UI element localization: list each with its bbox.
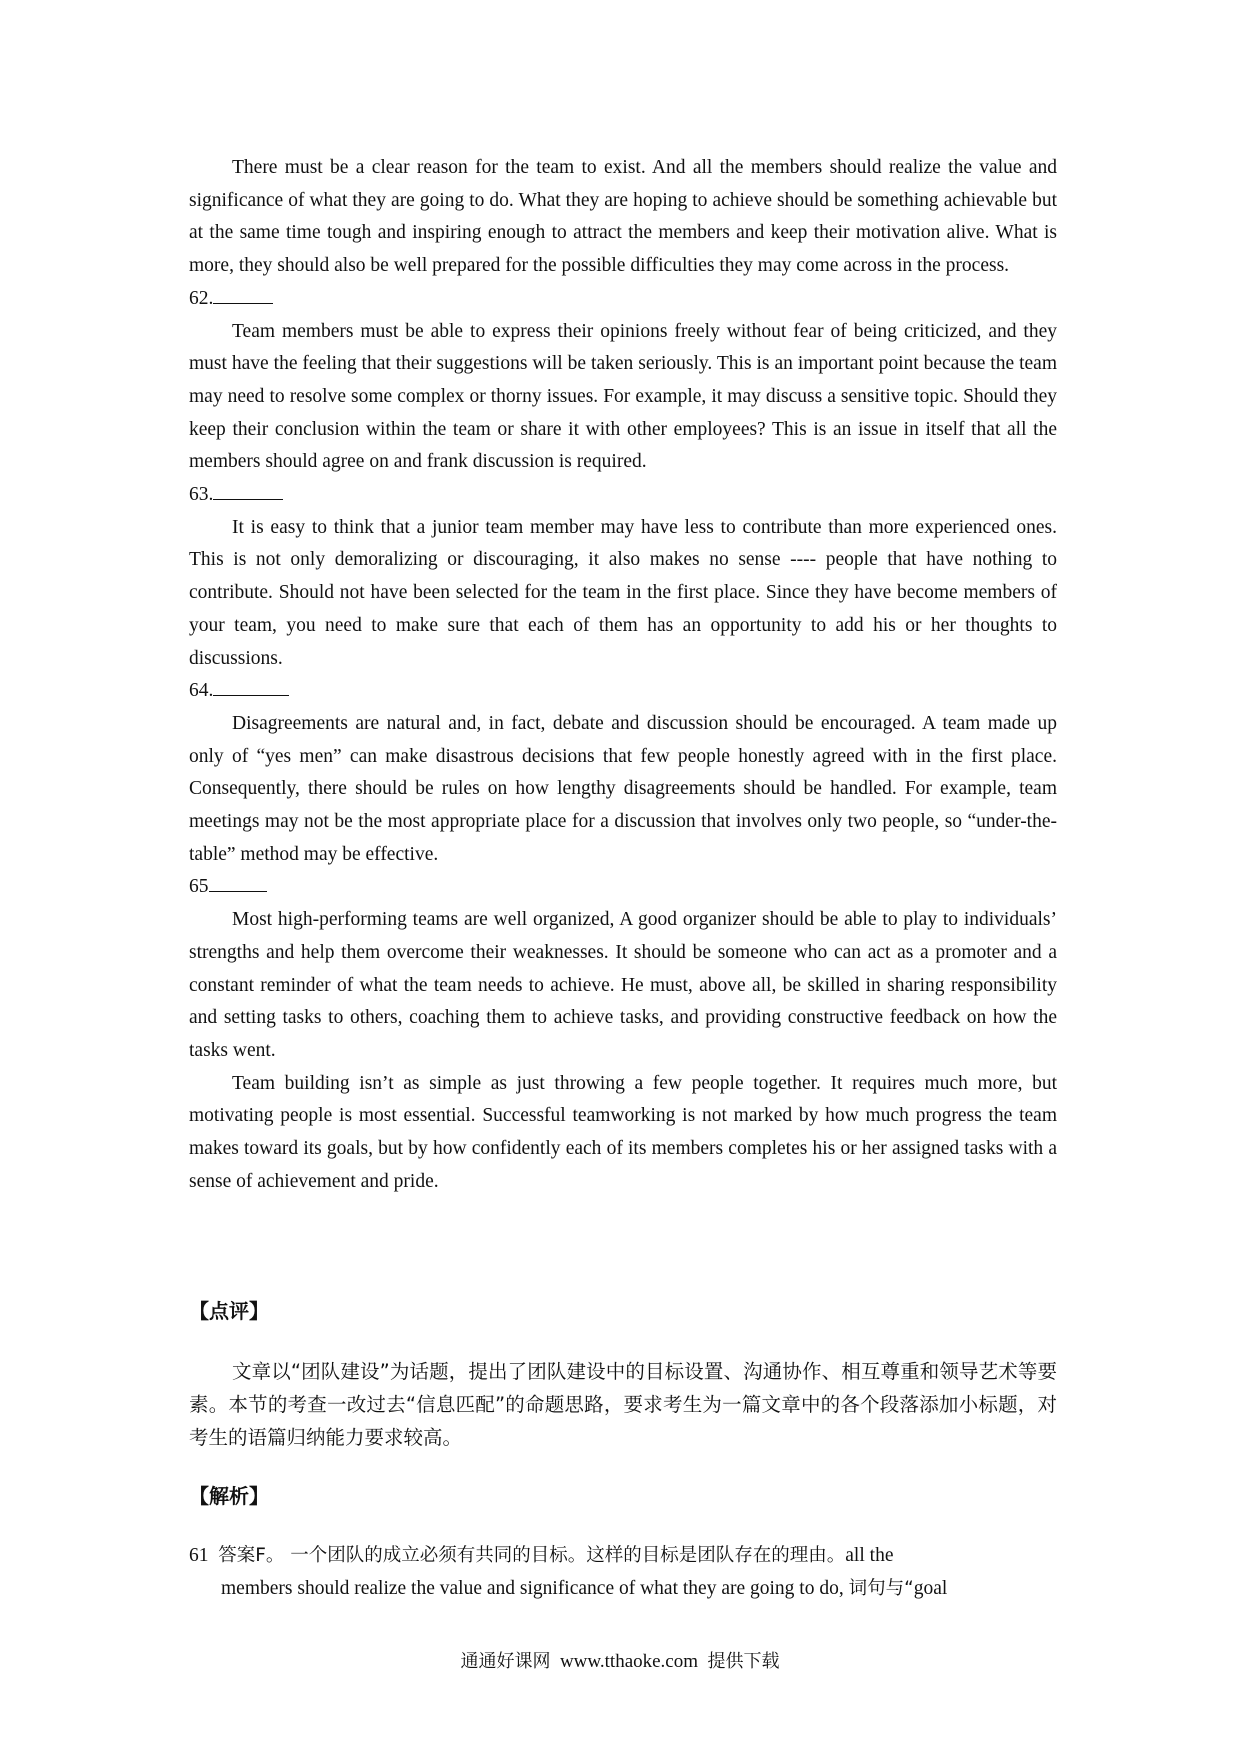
paragraph-63: It is easy to think that a junior team member may have less to contribute than more experienced ones. This is not only demoralizing or discouraging, it also makes no sense ---- people that have nothing to contribute. Should not have been selected for the team in the first place. Since they have become members of your team, you need to make sure that each of them has an opportunity to add his or her thoughts to discussions. bbox=[189, 516, 1057, 669]
analysis-quote-en-3: goal bbox=[913, 1577, 948, 1599]
blank-63 bbox=[189, 479, 1057, 512]
page-footer bbox=[0, 1648, 1240, 1676]
blank-64 bbox=[189, 675, 1057, 708]
footer-site-name: 通通好课网 bbox=[460, 1651, 551, 1672]
analysis-quote-en: all the bbox=[845, 1545, 894, 1566]
paragraph-conclusion: Team building isn’t as simple as just throwing a few people together. It requires much more, but motivating people is most essential. Successful teamworking is not marked by how much progress the team makes toward its goals, but by how confidently each of its members completes his or her assigned tasks with a sense of achievement and pride. bbox=[189, 1072, 1057, 1192]
blank-line bbox=[213, 675, 289, 696]
blank-number: 63. bbox=[189, 484, 214, 506]
blank-line bbox=[213, 479, 283, 500]
footer-url: www.tthaoke.com bbox=[559, 1651, 699, 1672]
paragraph-61: There must be a clear reason for the team to exist. And all the members should realize the value and significance of what they are going to do. What they are hoping to achieve should be something achievable but at the same time tough and inspiring enough to attract the members and keep their motivation alive. What is more, they should also be well prepared for the possible difficulties they may come across in the process. bbox=[189, 157, 1057, 277]
analysis-cn-2: 词句与“ bbox=[848, 1577, 914, 1599]
blank-line bbox=[209, 871, 267, 892]
analysis-answer-cn: 答案F。 一个团队的成立必须有共同的目标。这样的目标是团队存在的理由。 bbox=[218, 1545, 846, 1566]
blank-number: 64. bbox=[189, 680, 214, 702]
blank-62 bbox=[189, 283, 1057, 316]
blank-65 bbox=[189, 871, 1057, 904]
paragraph-62: Team members must be able to express their opinions freely without fear of being criticized, and they must have the feeling that their suggestions will be taken seriously. This is an important point because the team may need to resolve some complex or thorny issues. For example, it may discuss a sensitive topic. Should they keep their conclusion within the team or share it with other employees? This is an issue in itself that all the members should agree on and frank discussion is required. bbox=[189, 320, 1057, 473]
blank-line bbox=[213, 283, 273, 304]
analysis-quote-en-2: members should realize the value and significance of what they are going to do, bbox=[221, 1577, 844, 1599]
footer-download-note: 提供下载 bbox=[707, 1651, 780, 1672]
blank-number: 65 bbox=[189, 876, 209, 898]
analysis-continuation bbox=[189, 1573, 1057, 1606]
analysis-61 bbox=[189, 1540, 1057, 1605]
blank-number: 62. bbox=[189, 287, 214, 309]
analysis-number: 61 bbox=[189, 1545, 209, 1566]
comment-heading: 【点评】 bbox=[189, 1299, 269, 1323]
analysis-heading: 【解析】 bbox=[189, 1484, 269, 1508]
comment-text: 文章以“团队建设”为话题，提出了团队建设中的目标设置、沟通协作、相互尊重和领导艺术等要素。本节的考查一改过去“信息匹配”的命题思路，要求考生为一篇文章中的各个段落添加小标题，对考生的语篇归纳能力要求较高。 bbox=[189, 1360, 1057, 1449]
article-body bbox=[189, 152, 1057, 1199]
paragraph-64: Disagreements are natural and, in fact, debate and discussion should be encouraged. A team made up only of “yes men” can make disastrous decisions that few people honestly agreed with in the first place. Consequently, there should be rules on how lengthy disagreements should be handled. For example, team meetings may not be the most appropriate place for a discussion that involves only two people, so “under-the-table” method may be effective. bbox=[189, 712, 1057, 865]
paragraph-65: Most high-performing teams are well organized, A good organizer should be able to play to individuals’ strengths and help them overcome their weaknesses. It should be someone who can act as a promoter and a constant reminder of what the team needs to achieve. He must, above all, be skilled in sharing responsibility and setting tasks to others, coaching them to achieve tasks, and providing constructive feedback on how the tasks went. bbox=[189, 909, 1057, 1061]
